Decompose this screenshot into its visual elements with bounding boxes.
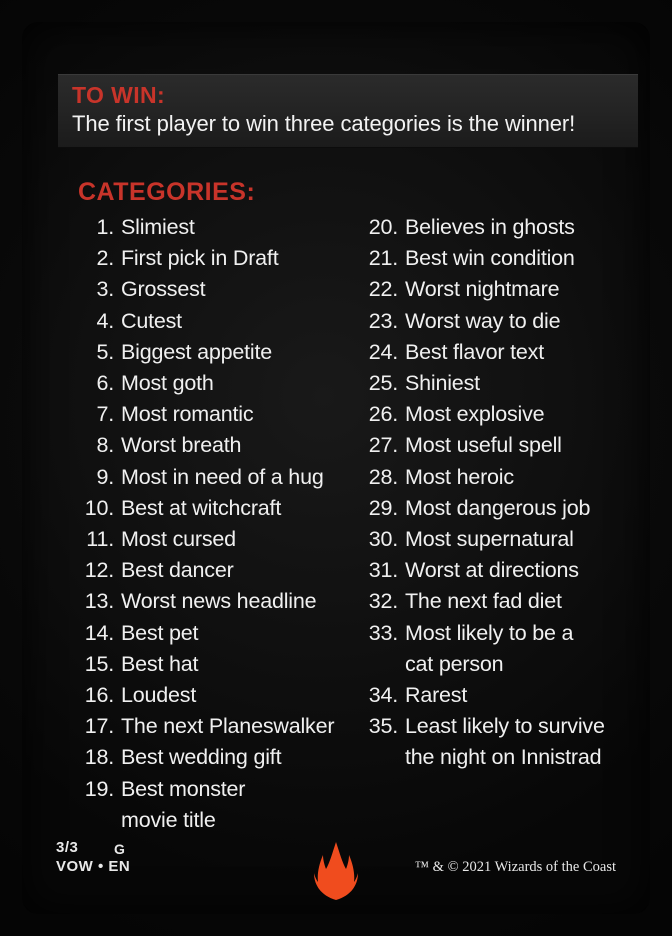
category-label: Best win condition <box>405 246 575 271</box>
category-label: Most dangerous job <box>405 495 591 520</box>
category-item <box>360 306 650 337</box>
category-label: Best wedding gift <box>121 745 282 770</box>
category-label: Best at witchcraft <box>121 495 282 520</box>
category-label: Best pet <box>121 620 199 645</box>
category-item <box>84 524 374 555</box>
category-label: Least likely to survive the night on Innistrad <box>405 711 650 773</box>
category-label: First pick in Draft <box>121 246 279 271</box>
category-item <box>360 711 650 773</box>
category-number: 2. <box>96 246 114 271</box>
category-item <box>84 337 374 368</box>
category-label: Most heroic <box>405 464 514 489</box>
category-number: 1. <box>96 215 114 239</box>
power-toughness: 3/3 <box>56 839 79 856</box>
category-item <box>360 212 650 243</box>
category-label-continuation: movie title <box>121 807 216 832</box>
category-item <box>360 524 650 555</box>
category-item <box>84 212 374 243</box>
category-item <box>84 306 374 337</box>
to-win-banner <box>58 74 638 148</box>
category-label: Worst way to die <box>405 308 561 333</box>
category-label: Loudest <box>121 683 197 708</box>
category-item <box>84 742 374 773</box>
category-label: Most in need of a hug <box>121 464 324 489</box>
categories-column-left <box>84 212 374 836</box>
category-label: Best monster movie title <box>121 774 374 836</box>
category-number: 4. <box>96 308 114 333</box>
category-number: 26. <box>368 402 398 427</box>
category-number: 8. <box>96 433 114 458</box>
category-label: Most explosive <box>405 402 545 427</box>
category-number: 25. <box>368 371 398 396</box>
category-number: 11. <box>86 527 114 552</box>
category-label: Worst breath <box>121 433 242 458</box>
categories-column-right <box>360 212 650 774</box>
category-number: 34. <box>368 683 398 708</box>
category-label: The next fad diet <box>405 589 562 614</box>
category-item <box>360 243 650 274</box>
category-number: 35. <box>368 714 398 739</box>
category-label-continuation: cat person <box>405 651 504 676</box>
planeswalker-icon <box>314 842 358 900</box>
category-number: 18. <box>84 745 114 770</box>
category-item <box>84 430 374 461</box>
category-number: 30. <box>368 527 398 552</box>
category-item <box>84 649 374 680</box>
category-item <box>360 586 650 617</box>
category-number: 22. <box>368 277 398 302</box>
category-number: 28. <box>368 464 398 489</box>
legal-text: ™ & © 2021 Wizards of the Coast <box>414 859 616 875</box>
category-label: Rarest <box>405 683 468 708</box>
card-inner-frame <box>22 22 650 914</box>
category-label: Most cursed <box>121 527 236 552</box>
category-number: 17. <box>84 714 114 739</box>
set-language-code: VOW • EN <box>56 858 131 875</box>
category-label: Biggest appetite <box>121 339 272 364</box>
category-number: 23. <box>368 308 398 333</box>
category-item <box>84 274 374 305</box>
category-label: Most romantic <box>121 402 254 427</box>
category-number: 3. <box>96 277 114 302</box>
category-number: 31. <box>368 558 398 583</box>
category-item <box>84 368 374 399</box>
category-item <box>84 493 374 524</box>
category-number: 6. <box>96 371 114 396</box>
category-item <box>84 462 374 493</box>
category-item <box>84 555 374 586</box>
category-label: Grossest <box>121 277 206 302</box>
category-item <box>360 493 650 524</box>
category-item <box>360 618 650 680</box>
category-item <box>360 462 650 493</box>
to-win-text: The first player to win three categories is the winner! <box>72 111 576 136</box>
category-label: Cutest <box>121 308 182 333</box>
category-item <box>360 337 650 368</box>
category-label-continuation: the night on Innistrad <box>405 745 602 770</box>
category-number: 7. <box>96 402 114 427</box>
category-item <box>84 680 374 711</box>
category-number: 19. <box>84 776 114 801</box>
category-number: 15. <box>84 651 114 676</box>
category-label: Shiniest <box>405 371 480 396</box>
category-label: Best flavor text <box>405 339 544 364</box>
category-item <box>84 399 374 430</box>
category-item <box>84 243 374 274</box>
category-label: Worst news headline <box>121 589 317 614</box>
category-label: Best dancer <box>121 558 234 583</box>
category-item <box>84 586 374 617</box>
category-number: 32. <box>368 589 398 614</box>
category-label: Worst nightmare <box>405 277 560 302</box>
category-item <box>360 368 650 399</box>
category-label: Most likely to be a cat person <box>405 618 650 680</box>
category-number: 12. <box>84 558 114 583</box>
category-item <box>360 274 650 305</box>
category-number: 21. <box>368 246 398 271</box>
category-label: The next Planeswalker <box>121 714 335 739</box>
rarity-letter: G <box>114 841 125 857</box>
category-number: 13. <box>84 589 114 614</box>
category-number: 9. <box>96 464 114 489</box>
category-label: Most supernatural <box>405 527 574 552</box>
category-number: 5. <box>96 339 114 364</box>
category-label: Slimiest <box>121 215 195 239</box>
category-item <box>360 399 650 430</box>
category-item <box>84 711 374 742</box>
category-item <box>360 430 650 461</box>
category-number: 33. <box>368 620 398 645</box>
category-label: Most goth <box>121 371 214 396</box>
category-number: 16. <box>84 683 114 708</box>
category-number: 20. <box>368 215 398 239</box>
category-number: 10. <box>84 495 114 520</box>
category-label: Most useful spell <box>405 433 562 458</box>
category-number: 27. <box>368 433 398 458</box>
category-item <box>84 618 374 649</box>
category-number: 29. <box>368 495 398 520</box>
categories-header: CATEGORIES: <box>78 178 256 206</box>
category-item <box>360 555 650 586</box>
category-label: Worst at directions <box>405 558 579 583</box>
category-number: 14. <box>84 620 114 645</box>
category-number: 24. <box>368 339 398 364</box>
category-label: Believes in ghosts <box>405 215 575 239</box>
category-item <box>84 774 374 836</box>
category-label: Best hat <box>121 651 199 676</box>
category-item <box>360 680 650 711</box>
to-win-label: TO WIN: <box>72 82 166 108</box>
